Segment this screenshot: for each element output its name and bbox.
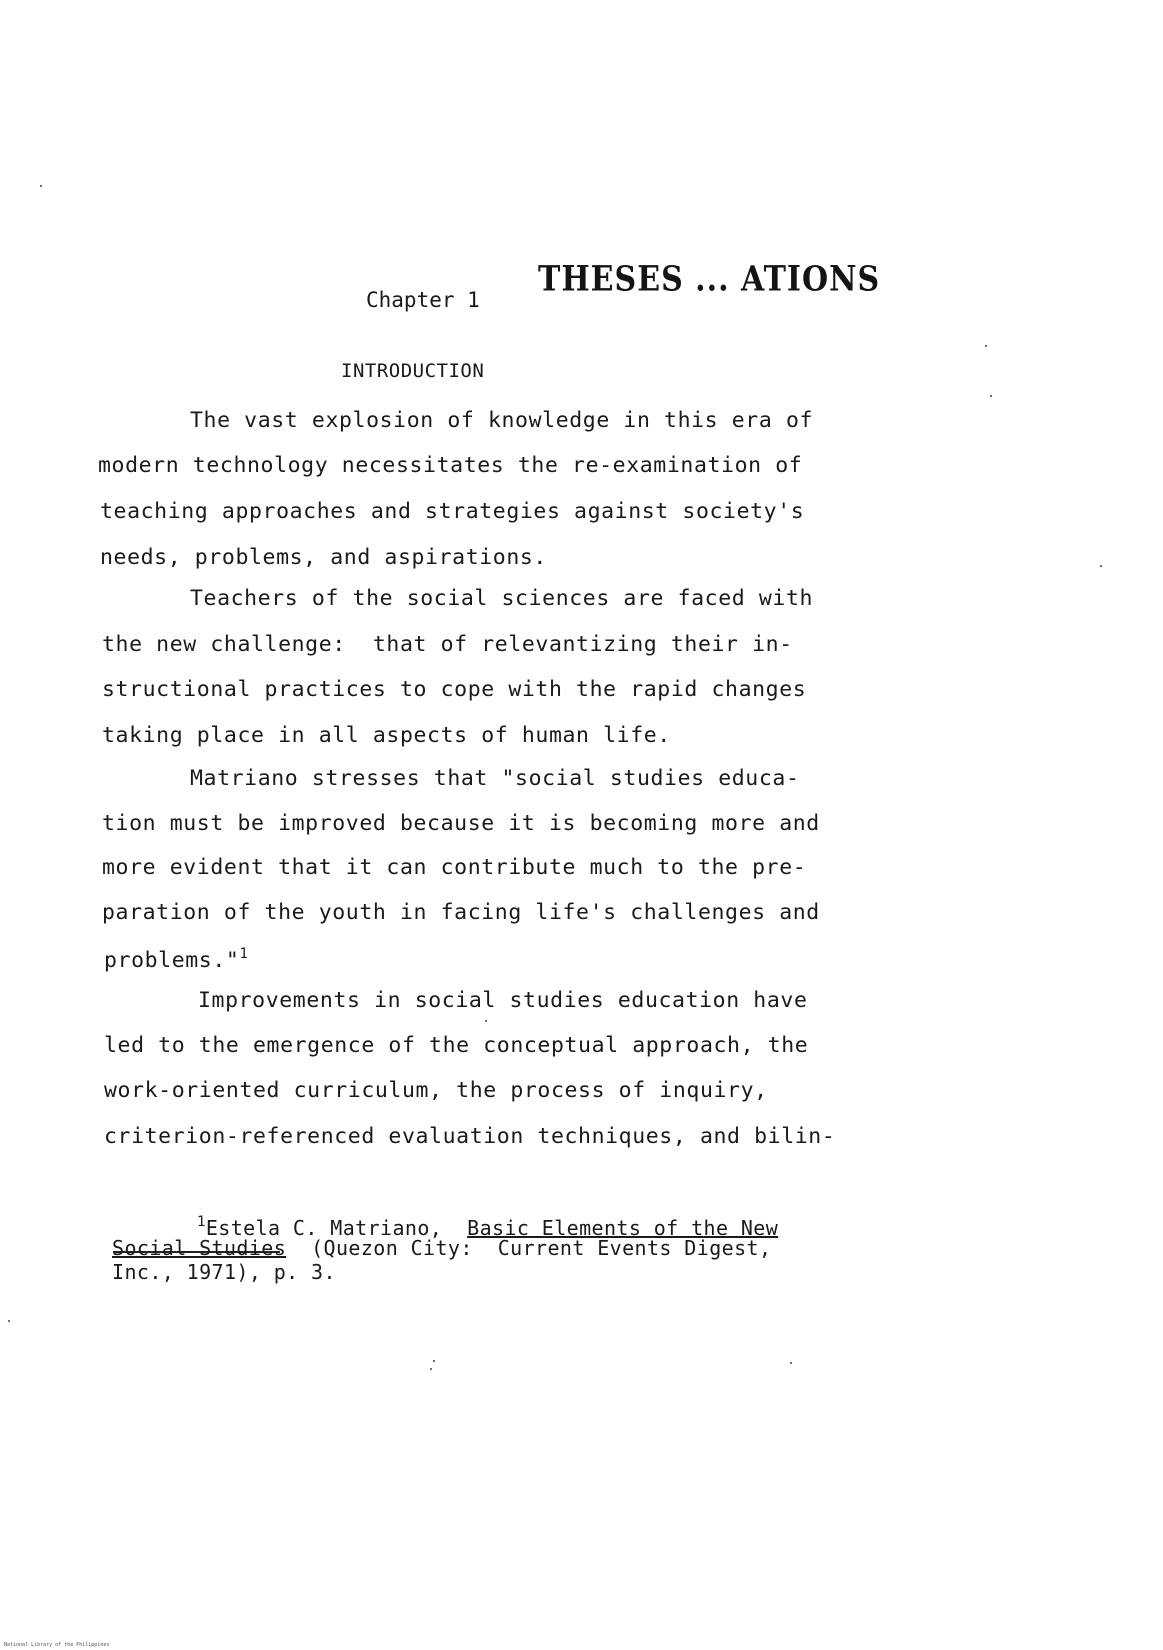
body-line: The vast explosion of knowledge in this era of — [190, 408, 814, 433]
body-line-with-note — [104, 946, 248, 973]
scan-speck — [990, 395, 992, 397]
scan-speck — [790, 1362, 792, 1364]
body-line: Teachers of the social sciences are faced with — [190, 586, 814, 611]
scan-footer: National Library of the Philippines — [4, 1642, 110, 1648]
body-line: structional practices to cope with the rapid changes — [102, 677, 807, 702]
body-line: modern technology necessitates the re-examination of — [98, 453, 803, 478]
footnote-author: Estela C. Matriano, — [205, 1216, 443, 1240]
body-line: taking place in all aspects of human life. — [102, 723, 671, 748]
body-line: criterion-referenced evaluation techniques, and bilin- — [104, 1124, 836, 1149]
body-line: the new challenge: that of relevantizing their in- — [102, 632, 793, 657]
body-line: tion must be improved because it is becoming more and — [102, 811, 820, 836]
theses-stamp: THESES ... ATIONS — [538, 259, 881, 300]
footnote-publisher: (Quezon City: Current Events Digest, — [311, 1236, 772, 1260]
body-line: Improvements in social studies education have — [198, 988, 808, 1013]
body-line: teaching approaches and strategies against society's — [100, 499, 805, 524]
body-line: work-oriented curriculum, the process of inquiry, — [104, 1078, 768, 1103]
footnote-title-2: Social Studies — [112, 1236, 287, 1260]
body-line: more evident that it can contribute much to the pre- — [102, 855, 807, 880]
footnote-marker: 1 — [197, 1214, 206, 1230]
body-line: needs, problems, and aspirations. — [100, 545, 547, 570]
body-line: paration of the youth in facing life's challenges and — [102, 900, 820, 925]
scan-speck — [40, 185, 42, 187]
section-heading: INTRODUCTION — [341, 360, 485, 382]
chapter-label: Chapter 1 — [366, 288, 480, 312]
footnote-title-1: Basic Elements of the New — [467, 1216, 779, 1240]
scan-speck — [1100, 565, 1102, 567]
footnote-line-3: Inc., 1971), p. 3. — [112, 1260, 336, 1284]
scan-speck — [430, 1368, 432, 1370]
body-line: led to the emergence of the conceptual approach, the — [104, 1033, 809, 1058]
body-line-text: problems." — [104, 948, 240, 973]
scan-speck — [433, 1360, 435, 1362]
body-line: Matriano stresses that "social studies educa- — [190, 766, 800, 791]
footnote-reference: 1 — [239, 946, 249, 962]
scan-speck — [485, 1020, 487, 1022]
scan-speck — [985, 345, 987, 347]
scan-speck — [8, 1320, 10, 1322]
footnote-line-2 — [112, 1236, 771, 1260]
